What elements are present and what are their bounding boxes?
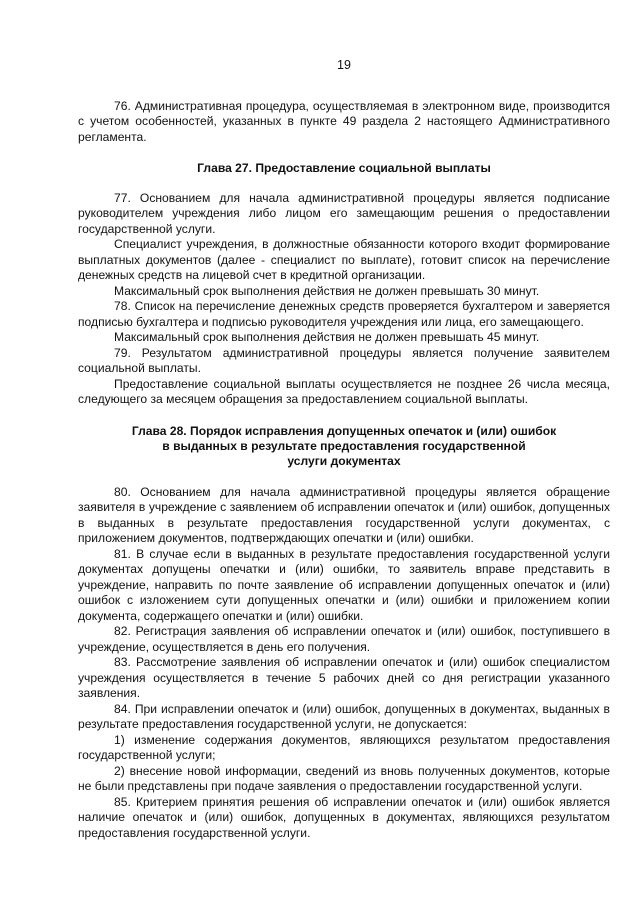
chapter-28-heading xyxy=(78,424,610,469)
paragraph-84: 84. При исправлении опечаток и (или) ошибок, допущенных в документах, выданных в результате предоставления государственной услуги, не допускается: xyxy=(78,701,610,731)
paragraph-77: 77. Основанием для начала административной процедуры является подписание руководителем учреждения либо лицом его замещающим решения о предоставлении государственной услуги. xyxy=(78,190,610,236)
paragraph-77-specialist: Специалист учреждения, в должностные обязанности которого входит формирование выплатных документов (далее - специалист по выплате), готовит список на перечисление денежных средств на лицевой счет в кредитной организации. xyxy=(78,237,610,282)
document-page xyxy=(78,58,610,841)
paragraph-81: 81. В случае если в выданных в результате предоставления государственной услуги документах допущены опечатки и (или) ошибки, то заявитель вправе представить в учреждение, направить по почте заявление об исправлении допущенных опечаток и (или) ошибок с изложением сути допущенных опечатки и (или) ошибки и приложением копии документа, содержащего опечатки и (или) ошибки. xyxy=(78,546,610,623)
chapter-27-heading: Глава 27. Предоставление социальной выплаты xyxy=(197,161,491,175)
paragraph-79-timing: Предоставление социальной выплаты осуществляется не позднее 26 числа месяца, следующего за месяцем обращения за предоставлением социальной выплаты. xyxy=(78,376,610,406)
paragraph-77-deadline: Максимальный срок выполнения действия не должен превышать 30 минут. xyxy=(114,283,540,298)
paragraph-78-deadline: Максимальный срок выполнения действия не должен превышать 45 минут. xyxy=(114,330,540,344)
page-number: 19 xyxy=(337,58,351,72)
paragraph-80: 80. Основанием для начала административной процедуры является обращение заявителя в учреждение с заявлением об исправлении опечаток и (или) ошибок, допущенных в выданных в результате предоставления государственной услуги документах, с приложением документов, подтверждающих опечатки и (или) ошибки. xyxy=(78,484,610,545)
chapter-28-heading-line-2: в выданных в результате предоставления государственной xyxy=(162,438,526,453)
paragraph-85: 85. Критерием принятия решения об исправлении опечаток и (или) ошибок является наличие опечаток и (или) ошибок, допущенных в документах, являющихся результатом предоставления государственной услуги. xyxy=(78,794,610,840)
chapter-28-heading-line-1: Глава 28. Порядок исправления допущенных опечаток и (или) ошибок xyxy=(131,423,557,438)
chapter-28-heading-line-3: услуги документах xyxy=(287,453,401,468)
paragraph-82: 82. Регистрация заявления об исправлении опечаток и (или) ошибок, поступившего в учреждение, осуществляется в день его получения. xyxy=(78,624,610,654)
paragraph-83: 83. Рассмотрение заявления об исправлении опечаток и (или) ошибок специалистом учреждения осуществляется в течение 5 рабочих дней со дня регистрации указанного заявления. xyxy=(78,655,610,700)
paragraph-79: 79. Результатом административной процедуры является получение заявителем социальной выплаты. xyxy=(78,345,610,375)
paragraph-84-item-2: 2) внесение новой информации, сведений из вновь полученных документов, которые не были представлены при подаче заявления о предоставлении государственной услуги. xyxy=(78,763,610,793)
paragraph-84-item-1: 1) изменение содержания документов, являющихся результатом предоставления государственной услуги; xyxy=(78,732,610,762)
paragraph-78: 78. Список на перечисление денежных средств проверяется бухгалтером и заверяется подписью бухгалтера и подписью руководителя учреждения или лица, его замещающего. xyxy=(78,299,610,329)
paragraph-76: 76. Административная процедура, осуществляемая в электронном виде, производится с учетом особенностей, указанных в пункте 49 раздела 2 настоящего Административного регламента. xyxy=(78,98,610,144)
